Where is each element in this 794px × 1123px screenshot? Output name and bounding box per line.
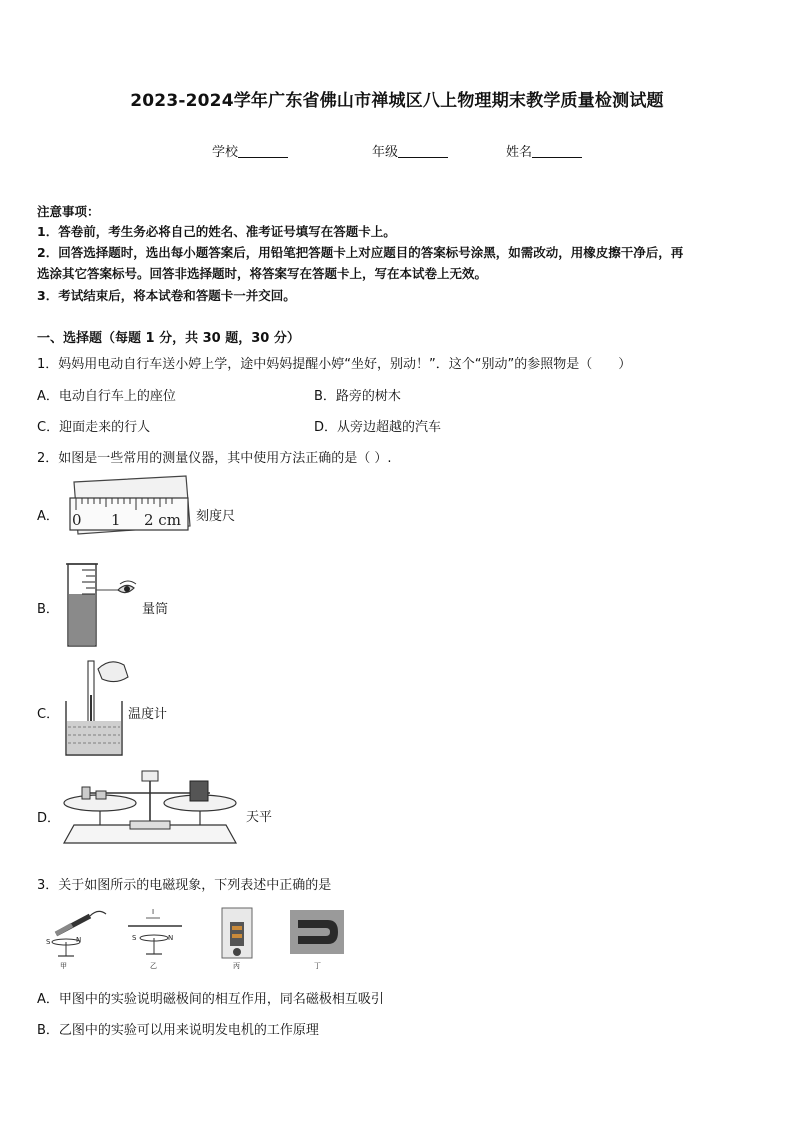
notice-item-2: 2．回答选择题时，选出每小题答案后，用铅笔把答题卡上对应题目的答案标号涂黑，如需改动，用橡皮擦干净后，再 [37, 245, 684, 260]
question-2-option-a-label: 刻度尺 [196, 509, 236, 524]
figure-yi-label: 乙 [150, 962, 157, 970]
ruler-figure [66, 474, 196, 544]
notice-item-3: 3．考试结束后，将本试卷和答题卡一并交回。 [37, 288, 296, 303]
jia-n-label: N [76, 936, 82, 944]
question-3-option-a: A．甲图中的实验说明磁极间的相互作用，同名磁极相互吸引 [37, 992, 384, 1007]
yi-s-label: S [132, 934, 137, 942]
yi-n-label: N [168, 934, 174, 942]
balance-figure [60, 765, 246, 855]
name-label: 姓名 [506, 145, 533, 160]
figure-jia [40, 904, 110, 970]
school-blank [238, 145, 288, 158]
figure-jia-label: 甲 [60, 962, 67, 970]
school-field [212, 141, 288, 160]
question-2-option-c-label: 温度计 [128, 707, 168, 722]
figure-ding [290, 910, 346, 970]
question-1-option-a: A．电动自行车上的座位 [37, 389, 176, 404]
grade-field [372, 141, 448, 160]
figure-bing-label: 丙 [233, 962, 240, 970]
question-2-option-c-letter: C． [37, 707, 60, 722]
name-field [506, 141, 582, 160]
question-2-stem: 2．如图是一些常用的测量仪器，其中使用方法正确的是（ ）. [37, 451, 392, 466]
question-2-option-d-letter: D． [37, 811, 61, 826]
question-1-option-d: D．从旁边超越的汽车 [314, 420, 442, 435]
figure-ding-label: 丁 [314, 962, 321, 970]
section-heading: 一、选择题（每题 1 分，共 30 题，30 分） [37, 331, 300, 346]
page-title: 2023-2024学年广东省佛山市禅城区八上物理期末教学质量检测试题 [130, 91, 664, 111]
ruler-tick-0: 0 [72, 511, 82, 529]
question-3-option-b: B．乙图中的实验可以用来说明发电机的工作原理 [37, 1023, 319, 1038]
notice-item-2-cont: 选涂其它答案标号。回答非选择题时，将答案写在答题卡上，写在本试卷上无效。 [37, 266, 488, 281]
question-2-option-b-label: 量筒 [142, 602, 169, 617]
question-1-option-b: B．路旁的树木 [314, 389, 401, 404]
school-label: 学校 [212, 145, 239, 160]
notice-heading: 注意事项： [37, 204, 100, 219]
figure-bing [220, 908, 256, 970]
notice-item-1: 1．答卷前，考生务必将自己的姓名、准考证号填写在答题卡上。 [37, 224, 396, 239]
ruler-tick-1: 1 [111, 511, 121, 529]
grade-blank [398, 145, 448, 158]
ruler-tick-2: 2 cm [144, 511, 181, 529]
question-2-option-d-label: 天平 [246, 810, 273, 825]
grade-label: 年级 [372, 145, 399, 160]
question-2-option-b-letter: B． [37, 602, 59, 617]
jia-s-label: S [46, 938, 51, 946]
question-3-stem: 3．关于如图所示的电磁现象，下列表述中正确的是 [37, 878, 332, 893]
cylinder-figure [62, 560, 146, 650]
figure-yi [124, 904, 188, 970]
name-blank [532, 145, 582, 158]
yi-current-label: I [152, 908, 155, 916]
thermometer-figure [62, 655, 132, 760]
question-2-option-a-letter: A． [37, 509, 59, 524]
question-1-option-c: C．迎面走来的行人 [37, 420, 151, 435]
question-1-stem: 1．妈妈用电动自行车送小婷上学，途中妈妈提醒小婷“坐好，别动！”．这个“别动”的参照物是（ ） [37, 357, 632, 372]
